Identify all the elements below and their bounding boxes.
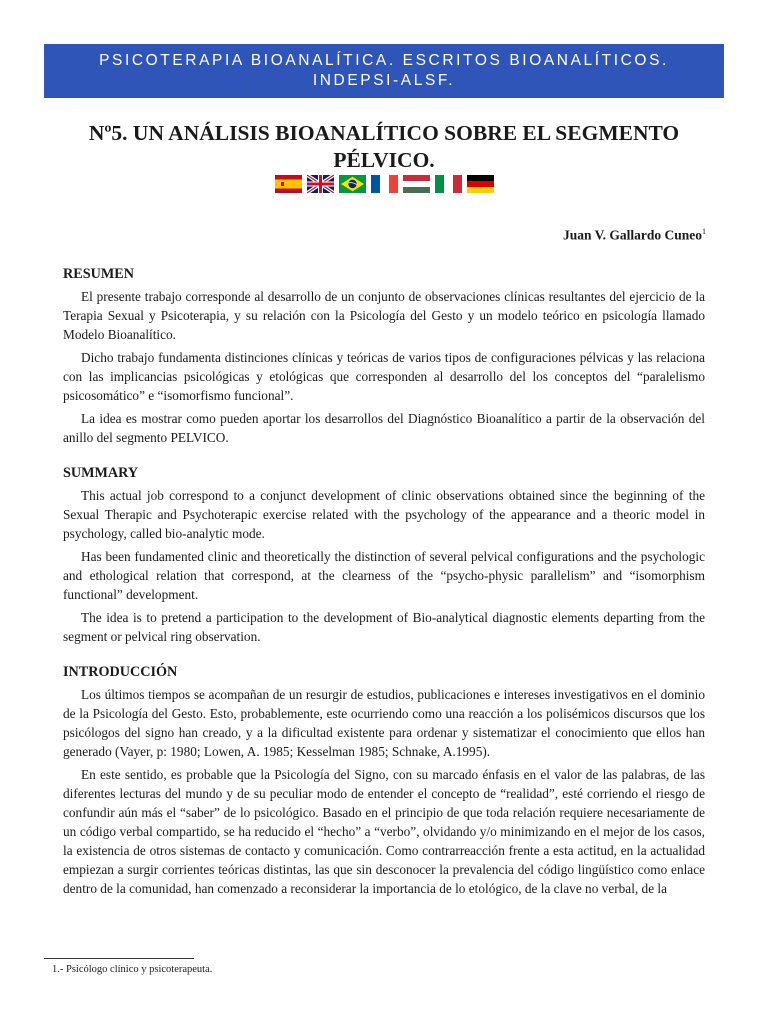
summary-paragraph-2: Has been fundamented clinic and theoretically the distinction of several pelvical configurations and the psychologic and ethological relation that correspond, at the clearness of the “psycho-physic parallelism” and “isomorphism functional” development. xyxy=(63,549,705,602)
summary-paragraph-3: The idea is to pretend a participation to the development of Bio-analytical diagnostic elements departing from the segment or pelvical ring observation. xyxy=(63,610,705,644)
language-flags xyxy=(0,175,768,195)
introduccion-heading: INTRODUCCIÓN xyxy=(63,664,178,680)
uk-flag-icon[interactable] xyxy=(307,175,334,193)
germany-flag-icon[interactable] xyxy=(467,175,494,193)
introduccion-section xyxy=(63,663,705,898)
author-footnote-mark: 1 xyxy=(702,227,706,236)
summary-paragraph-1: This actual job correspond to a conjunct development of clinic observations obtained since the beginning of the Sexual Therapic and Psychoterapic exercise related with the psychology of the appearance and a theoric model in psychology, called bio-analytic mode. xyxy=(63,488,705,541)
article-body xyxy=(63,265,705,915)
hungary-flag-icon[interactable] xyxy=(403,175,430,193)
summary-section xyxy=(63,464,705,646)
resumen-paragraph-3: La idea es mostrar como pueden aportar los desarrollos del Diagnóstico Bioanalítico a partir de la observación del anillo del segmento PELVICO. xyxy=(63,411,705,445)
introduccion-paragraph-2: En este sentido, es probable que la Psicología del Signo, con su marcado énfasis en el valor de las palabras, de las diferentes lecturas del mundo y de su peculiar modo de entender el concepto de “realidad”, esté corriendo el riesgo de confundir aún más el “saber” de lo psicológico. Basado en el principio de que toda relación requiere necesariamente de un código verbal compartido, se ha reducido el “hecho” a “verbo”, olvidando y/o minimizando en el mejor de los casos, la existencia de otros sistemas de contacto y comunicación. Como contrarreacción frente a esta actitud, en la actualidad empiezan a surgir corrientes teóricas distintas, las que sin desconocer la prevalencia del código lingüístico como enlace dentro de la comunidad, han comenzado a reconsiderar la importancia de lo etológico, de la clave no verbal, de la xyxy=(63,767,705,896)
resumen-section xyxy=(63,265,705,447)
france-flag-icon[interactable] xyxy=(371,175,398,193)
footnote-divider xyxy=(44,958,194,959)
banner-line-1: PSICOTERAPIA BIOANALÍTICA. ESCRITOS BIOANALÍTICOS. xyxy=(99,52,669,69)
author-name: Juan V. Gallardo Cuneo xyxy=(562,227,702,243)
resumen-heading: RESUMEN xyxy=(63,266,134,282)
banner-line-2: INDEPSI-ALSF. xyxy=(312,72,456,89)
italy-flag-icon[interactable] xyxy=(435,175,462,193)
footnote: 1.- Psicólogo clínico y psicoterapeuta. xyxy=(52,964,213,975)
summary-heading: SUMMARY xyxy=(63,465,139,481)
article-author xyxy=(563,227,706,244)
journal-banner xyxy=(44,44,724,98)
resumen-paragraph-1: El presente trabajo corresponde al desarrollo de un conjunto de observaciones clínicas resultantes del ejercicio de la Terapia Sexual y Psicoterapia, y su relación con la Psicología del Gesto y un modelo teórico en psicología llamado Modelo Bioanalítico. xyxy=(63,289,705,342)
introduccion-paragraph-1: Los últimos tiempos se acompañan de un resurgir de estudios, publicaciones e intereses investigativos en el dominio de la Psicología del Gesto. Esto, probablemente, este ocurriendo como una reacción a los polisémicos discursos que los psicólogos del signo han creado, y a la dificultad existente para ordenar y sistematizar el conocimiento que ellos han generado (Vayer, p: 1980; Lowen, A. 1985; Kesselman 1985; Schnake, A.1995). xyxy=(63,687,705,759)
brazil-flag-icon[interactable] xyxy=(339,175,366,193)
resumen-paragraph-2: Dicho trabajo fundamenta distinciones clínicas y teóricas de varios tipos de configuraciones pélvicas y las relaciona con las implicancias psicológicas y etológicas que corresponden al desarrollo del los conceptos del “paralelismo psicosomático” e “isomorfismo funcional”. xyxy=(63,350,705,403)
spain-flag-icon[interactable] xyxy=(275,175,302,193)
article-title: Nº5. UN ANÁLISIS BIOANALÍTICO SOBRE EL SEGMENTO PÉLVICO. xyxy=(88,121,680,172)
